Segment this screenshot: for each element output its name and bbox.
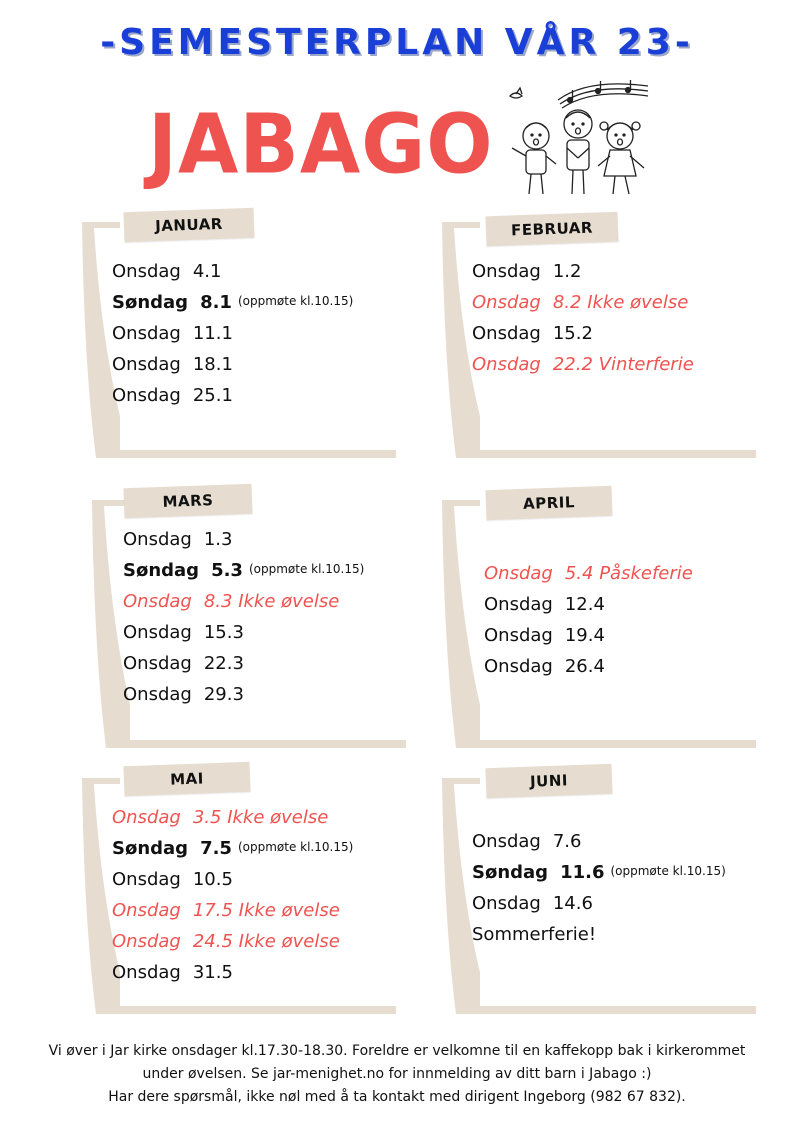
month-card-juni (440, 771, 758, 1016)
month-tape (124, 484, 253, 518)
row-day: Onsdag (472, 893, 541, 914)
footer-line-3: Har dere spørsmål, ikke nøl med å ta kontakt med dirigent Ingeborg (982 67 832). (108, 1089, 686, 1105)
schedule-list (123, 524, 364, 710)
row-note: (oppmøte kl.10.15) (248, 562, 365, 576)
row-day: Onsdag (472, 354, 541, 375)
row-day: Onsdag (112, 385, 181, 406)
row-date: 12.4 (564, 594, 605, 615)
schedule-row (112, 380, 353, 411)
row-note: (oppmøte kl.10.15) (610, 864, 726, 878)
row-day: Onsdag (484, 594, 553, 615)
row-date: 29.3 (203, 684, 244, 705)
row-date: 3.5 Ikke øvelse (192, 807, 329, 828)
schedule-row (472, 826, 726, 857)
row-day: Søndag (112, 292, 189, 313)
row-day: Onsdag (112, 354, 181, 375)
schedule-row (123, 648, 364, 679)
row-day: Onsdag (112, 261, 181, 282)
month-name: APRIL (522, 493, 576, 513)
row-note: (oppmøte kl.10.15) (237, 840, 354, 854)
schedule-row (472, 349, 694, 380)
month-name: JUNI (529, 771, 569, 791)
schedule-list (112, 256, 353, 411)
schedule-row (112, 287, 353, 318)
month-name: MAI (169, 769, 205, 789)
schedule-row (484, 558, 693, 589)
row-date: 17.5 Ikke øvelse (192, 900, 340, 921)
row-day: Onsdag (472, 292, 541, 313)
row-day: Onsdag (484, 563, 553, 584)
row-day: Sommerferie! (472, 924, 597, 945)
schedule-row (123, 524, 364, 555)
row-date: 22.2 Vinterferie (552, 354, 694, 375)
children-singing-illustration (498, 78, 658, 203)
row-day: Onsdag (123, 622, 192, 643)
row-date: 1.2 (552, 261, 582, 282)
schedule-row (112, 957, 353, 988)
row-day: Onsdag (484, 656, 553, 677)
schedule-row (112, 349, 353, 380)
row-date: 11.1 (192, 323, 233, 344)
schedule-row (472, 256, 694, 287)
row-date: 18.1 (192, 354, 233, 375)
row-date: 11.6 (560, 862, 605, 883)
row-date: 1.3 (203, 529, 233, 550)
schedule-row (484, 651, 693, 682)
row-day: Onsdag (112, 807, 181, 828)
schedule-row (123, 586, 364, 617)
month-name: MARS (162, 491, 214, 511)
month-name: JANUAR (154, 214, 224, 236)
schedule-list (472, 826, 726, 950)
schedule-row (112, 864, 353, 895)
month-card-mars (90, 491, 408, 750)
row-day: Onsdag (472, 831, 541, 852)
month-card-februar (440, 218, 758, 460)
month-tape (486, 764, 613, 798)
row-date: 8.2 Ikke øvelse (552, 292, 689, 313)
row-day: Søndag (112, 838, 189, 859)
row-date: 15.2 (552, 323, 593, 344)
month-card-april (440, 493, 758, 750)
row-day: Onsdag (123, 653, 192, 674)
schedule-list (112, 802, 353, 988)
month-tape (124, 762, 251, 796)
jabago-logo: JABAGO (148, 97, 494, 193)
page-title: -SEMESTERPLAN VÅR 23- (100, 22, 694, 63)
month-card-mai (80, 769, 398, 1016)
row-day: Onsdag (112, 962, 181, 983)
schedule-row (112, 926, 353, 957)
month-name: FEBRUAR (510, 218, 594, 240)
row-date: 25.1 (192, 385, 233, 406)
schedule-row (112, 833, 353, 864)
row-date: 22.3 (203, 653, 244, 674)
row-date: 7.6 (552, 831, 582, 852)
row-date: 31.5 (192, 962, 233, 983)
row-day: Onsdag (123, 529, 192, 550)
row-day: Søndag (123, 560, 200, 581)
schedule-row (484, 589, 693, 620)
row-day: Onsdag (123, 684, 192, 705)
row-day: Onsdag (472, 261, 541, 282)
schedule-row (112, 318, 353, 349)
schedule-list (472, 256, 694, 380)
row-day: Onsdag (112, 931, 181, 952)
month-card-januar (80, 214, 398, 460)
row-day: Søndag (472, 862, 549, 883)
month-tape (486, 212, 619, 247)
footer-line-2: under øvelsen. Se jar-menighet.no for innmelding av ditt barn i Jabago :) (142, 1066, 652, 1082)
schedule-row (472, 857, 726, 888)
schedule-list (484, 558, 693, 682)
schedule-row (123, 679, 364, 710)
schedule-row (472, 287, 694, 318)
schedule-row (112, 802, 353, 833)
row-date: 7.5 (200, 838, 232, 859)
footer-line-1: Vi øver i Jar kirke onsdager kl.17.30-18.30. Foreldre er velkomne til en kaffekopp bak i kirkerommet (48, 1043, 746, 1059)
row-day: Onsdag (112, 900, 181, 921)
row-date: 10.5 (192, 869, 233, 890)
schedule-row (112, 895, 353, 926)
row-day: Onsdag (112, 869, 181, 890)
row-date: 5.3 (211, 560, 243, 581)
row-date: 4.1 (192, 261, 222, 282)
schedule-row (472, 888, 726, 919)
row-date: 24.5 Ikke øvelse (192, 931, 340, 952)
row-note: (oppmøte kl.10.15) (237, 294, 354, 308)
row-date: 15.3 (203, 622, 244, 643)
row-day: Onsdag (484, 625, 553, 646)
row-day: Onsdag (472, 323, 541, 344)
row-date: 8.1 (200, 292, 232, 313)
footer-info (0, 1040, 794, 1109)
row-day: Onsdag (112, 323, 181, 344)
row-day: Onsdag (123, 591, 192, 612)
month-tape (124, 208, 255, 243)
row-date: 14.6 (552, 893, 593, 914)
schedule-row (484, 620, 693, 651)
schedule-row (123, 617, 364, 648)
row-date: 8.3 Ikke øvelse (203, 591, 340, 612)
row-date: 5.4 Påskeferie (564, 563, 693, 584)
schedule-row (123, 555, 364, 586)
schedule-row (472, 919, 726, 950)
month-tape (486, 486, 613, 520)
schedule-row (472, 318, 694, 349)
row-date: 19.4 (564, 625, 605, 646)
schedule-row (112, 256, 353, 287)
row-date: 26.4 (564, 656, 605, 677)
